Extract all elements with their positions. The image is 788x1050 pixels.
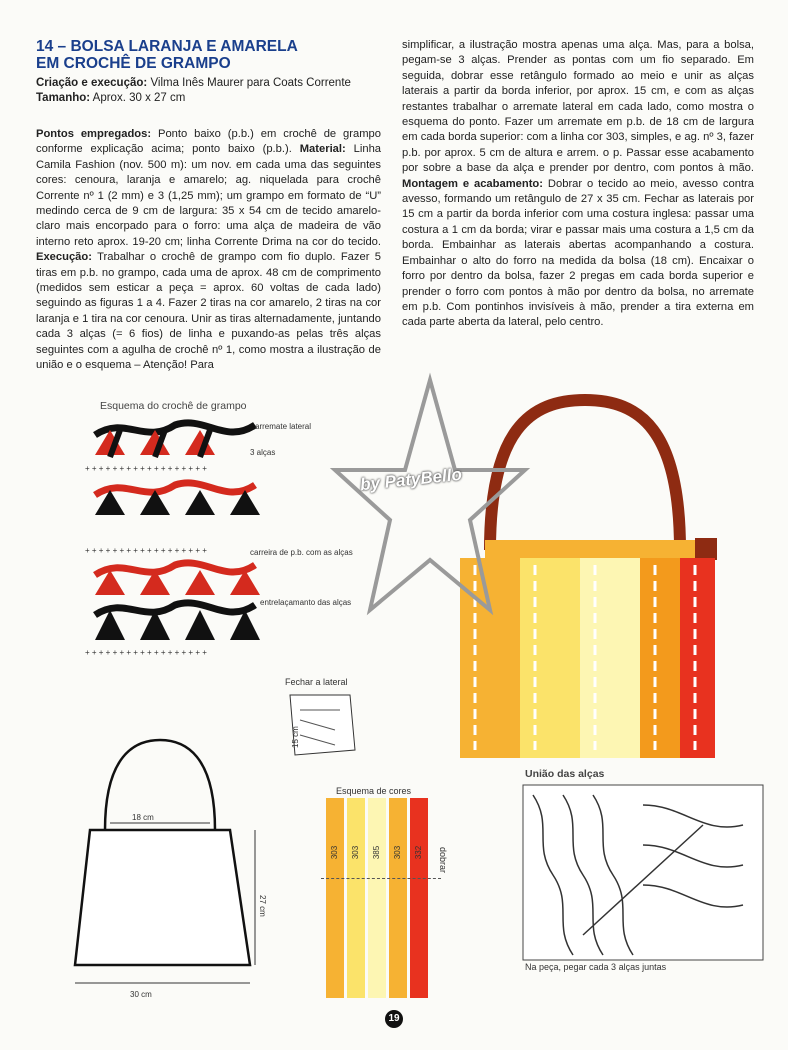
col2-text-part2: Dobrar o tecido ao meio, avesso contra avesso, formando um retângulo de 27 x 35 cm. Fechar as laterais por 15 cm a partir da borda inferior com uma costura inglesa: passar uma costura a 1 cm da borda; virar e passar mais uma costura a 1,5 cm da borda. Embainhar as laterais abertas acompanhando a costura. Embainhar o alto do forro na medida da bolsa (18 cm). Encaixar o forro por dentro da bolsa, fazer 2 pregas em cada borda superior e prender o forro com pontos à mão por dentro da bolsa, no arremate em p.b. Com pontinhos invisíveis à mão, prender a tira externa em cada parte aberta da lateral, pelo centro. <box>402 177 755 329</box>
outline-bottom-dim: 30 cm <box>130 990 152 999</box>
fold-line <box>321 878 441 879</box>
handle-end <box>695 538 717 560</box>
plus-row-3: + + + + + + + + + + + + + + + + + + <box>85 648 207 657</box>
label-3alcas: 3 alças <box>250 448 276 457</box>
material-value: Linha Camila Fashion (nov. 500 m): um nov. em cada uma das seguintes cores: cenoura, laranja e amarelo; ag. niquelada para crochê Corrente nº 1 (2 mm) e 3 (1,25 mm); um grampo em formato de “U” medindo cerca de 9 cm de largura: 35 x 54 cm de tecido amarelo-claro mais encorpado para o forro: uma alça de madeira de vão interno reto aprox. 19-20 cm; linha Corrente Drima na cor do tecido. <box>36 143 382 248</box>
pontos-label: Pontos empregados: <box>36 128 152 140</box>
bag-stripe-3 <box>580 558 640 758</box>
color-stripe <box>389 798 407 998</box>
bag-outline-diagram <box>60 735 300 1005</box>
fold-label: dobrar <box>438 846 449 874</box>
label-carreira: carreira de p.b. com as alças <box>250 548 353 557</box>
instructions-column-2 <box>402 38 754 331</box>
color-stripe-code: 332 <box>414 845 424 860</box>
outline-side-dim: 27 cm <box>258 895 267 917</box>
creation-value: Vilma Inês Maurer para Coats Corrente <box>150 77 351 89</box>
fechar-dim: 15 cm <box>291 726 300 748</box>
page-number: 19 <box>385 1010 403 1028</box>
scheme-title: Esquema do crochê de grampo <box>100 400 247 412</box>
color-stripe-code: 385 <box>372 845 382 860</box>
pontos-value: Ponto baixo (p.b.) em crochê de grampo conforme explicação acima; ponto baixo (p.b.). <box>36 128 381 156</box>
title-line-1: 14 – BOLSA LARANJA E AMARELA <box>36 38 298 55</box>
outline-top-dim: 18 cm <box>132 813 154 822</box>
bag-stripe-4 <box>640 558 680 758</box>
article-title <box>36 38 376 72</box>
fechar-title: Fechar a lateral <box>285 677 348 687</box>
montagem-label: Montagem e acabamento: <box>402 177 543 190</box>
scheme-row-4 <box>95 603 260 640</box>
execucao-label: Execução: <box>36 251 92 264</box>
color-stripe-code: 303 <box>351 845 361 860</box>
color-stripe-code: 303 <box>330 845 340 860</box>
color-stripes <box>326 798 436 998</box>
size-value: Aprox. 30 x 27 cm <box>92 92 186 104</box>
color-stripe <box>368 798 386 998</box>
color-scheme-title: Esquema de cores <box>336 786 412 796</box>
uniao-title: União das alças <box>525 768 605 780</box>
execucao-value: Trabalhar o crochê de grampo com fio duplo. Fazer 5 tiras em p.b. no grampo, cada uma de aprox. 48 cm de comprimento (medidos sem esticar a peça = aprox. 60 voltas de cada lado) seguindo as figuras 1 a 4. Fazer 2 tiras na cor amarelo, 2 tiras na cor laranja e 1 tira na cor cenoura. Unir as tiras alternadamente, juntando cada 3 alças (= 6 fios) de linha e puxando-as pelas três alças seguintes com a agulha de crochê nº 1, como mostra a ilustração de união e o esquema – Atenção! Para <box>36 251 382 372</box>
col2-text-part1: simplificar, a ilustração mostra apenas uma alça. Mas, para a bolsa, pegam-se 3 alças. Prender as pontas com um fio separado. Em seguida, dobrar esse retângulo formado ao meio e unir as alças laterais a partir da borda inferior, por aprox. 15 cm, e com as alças restantes trabalhar o arremate lateral em cada lado, como mostra o esquema do ponto. Fazer um arremate em p.b. de 18 cm de largura em cada borda superior: com a linha cor 303, simples, e ag. nº 3, fazer p.b. por aprox. 5 cm de altura e arrem. o p. Passar esse acabamento por sobre a base da alça e prender por dentro, com pontos à mão. <box>402 39 754 175</box>
color-stripe <box>347 798 365 998</box>
material-label: Material: <box>299 143 346 156</box>
instructions-column-1 <box>36 127 381 374</box>
label-entrelacamento: entrelaçamanto das alças <box>260 598 352 607</box>
color-stripe-code: 303 <box>393 845 403 860</box>
plus-row-2: + + + + + + + + + + + + + + + + + + <box>85 546 207 555</box>
size-label: Tamanho: <box>36 92 91 104</box>
watermark-star <box>330 370 530 650</box>
scheme-row-1 <box>95 423 255 457</box>
uniao-diagram <box>523 785 763 960</box>
credits-block <box>36 76 376 106</box>
color-stripe <box>326 798 344 998</box>
uniao-caption: Na peça, pegar cada 3 alças juntas <box>525 962 667 972</box>
scheme-row-2 <box>95 483 260 515</box>
watermark-text: by PatyBello <box>359 464 463 495</box>
plus-row-1: + + + + + + + + + + + + + + + + + + <box>85 464 207 473</box>
creation-label: Criação e execução: <box>36 77 148 89</box>
scheme-row-3 <box>95 563 260 595</box>
color-stripe <box>410 798 428 998</box>
title-line-2: EM CROCHÊ DE GRAMPO <box>36 55 231 72</box>
label-arremate: arremate lateral <box>255 422 312 431</box>
bag-stripe-5 <box>680 558 715 758</box>
